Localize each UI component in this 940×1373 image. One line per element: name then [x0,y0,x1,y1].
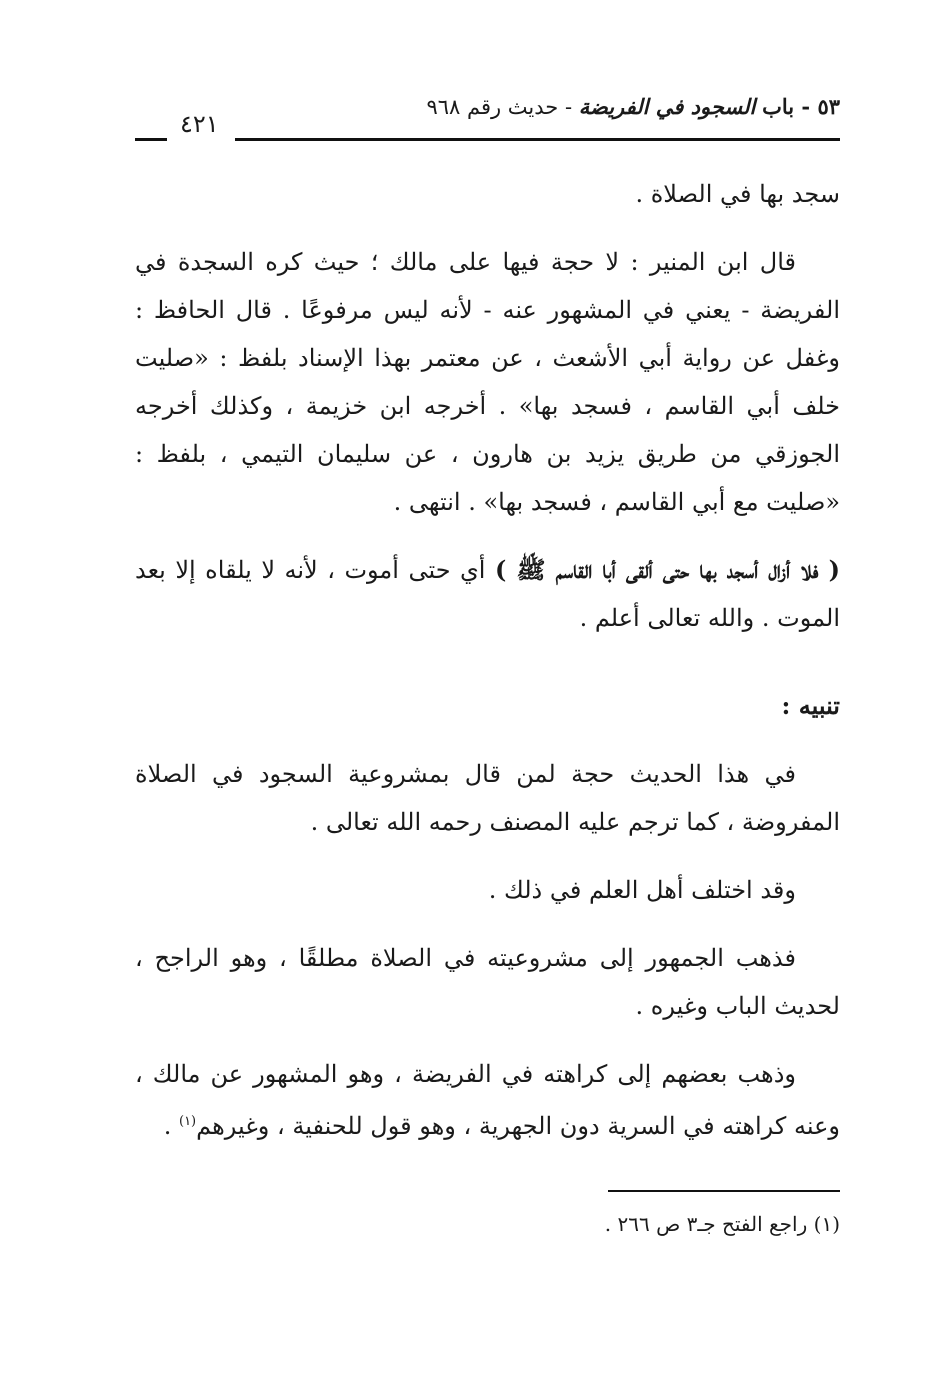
paragraph-disagreement: وقد اختلف أهل العلم في ذلك . [488,876,796,904]
running-header [135,92,840,140]
footnote: (١) راجع الفتح جـ٣ ص ٢٦٦ . [604,1212,840,1236]
paragraph-minority [135,1050,840,1150]
footnote-marker: (١) [178,1114,197,1129]
section-heading: تنبيه : [781,691,840,720]
page-body [135,170,840,1170]
footnote-rule [608,1190,840,1192]
hadith-quote: ( فلا أزال أسجد بها حتى ألقى أبا القاسم ﷺ ) [494,555,840,584]
paragraph-continuation: سجد بها في الصلاة . [635,180,840,208]
paragraph-majority: فذهب الجمهور إلى مشروعيته في الصلاة مطلقًا ، وهو الراجح ، لحديث الباب وغيره . [135,944,840,1020]
header-title [426,94,840,119]
paragraph-note: في هذا الحديث حجة لمن قال بمشروعية السجود في الصلاة المفروضة ، كما ترجم عليه المصنف رحمه الله تعالى . [135,760,840,836]
hadith-explanation: أي حتى أموت ، لأنه لا يلقاه إلا بعد الموت . والله تعالى أعلم . [135,556,840,632]
paragraph-hadith-text [135,546,840,642]
page-number: ٤٢١ [180,110,219,138]
header-rule [235,138,840,141]
chapter-number: ٥٣ - باب [762,94,840,119]
minority-end: . [163,1112,179,1140]
hadith-reference: - حديث رقم ٩٦٨ [426,95,573,119]
chapter-title: السجود في الفريضة [578,94,756,119]
paragraph-ibn-munayyir: قال ابن المنير : لا حجة فيها على مالك ؛ حيث كره السجدة في الفريضة - يعني في المشهور عنه - لأنه ليس مرفوعًا . قال الحافظ : وغفل عن رواية أبي الأشعث ، عن معتمر بهذا الإسناد بلفظ : «صليت خلف أبي القاسم ، فسجد بها» . أخرجه ابن خزيمة ، وكذلك أخرجه الجوزقي من طريق يزيد بن هارون ، عن سليمان التيمي ، بلفظ : «صليت مع أبي القاسم ، فسجد بها» . انتهى . [135,248,840,516]
header-rule-short [135,138,167,141]
minority-text: وذهب بعضهم إلى كراهته في الفريضة ، وهو المشهور عن مالك ، وعنه كراهته في السرية دون الجهرية ، وهو قول للحنفية ، وغيرهم [135,1060,840,1140]
